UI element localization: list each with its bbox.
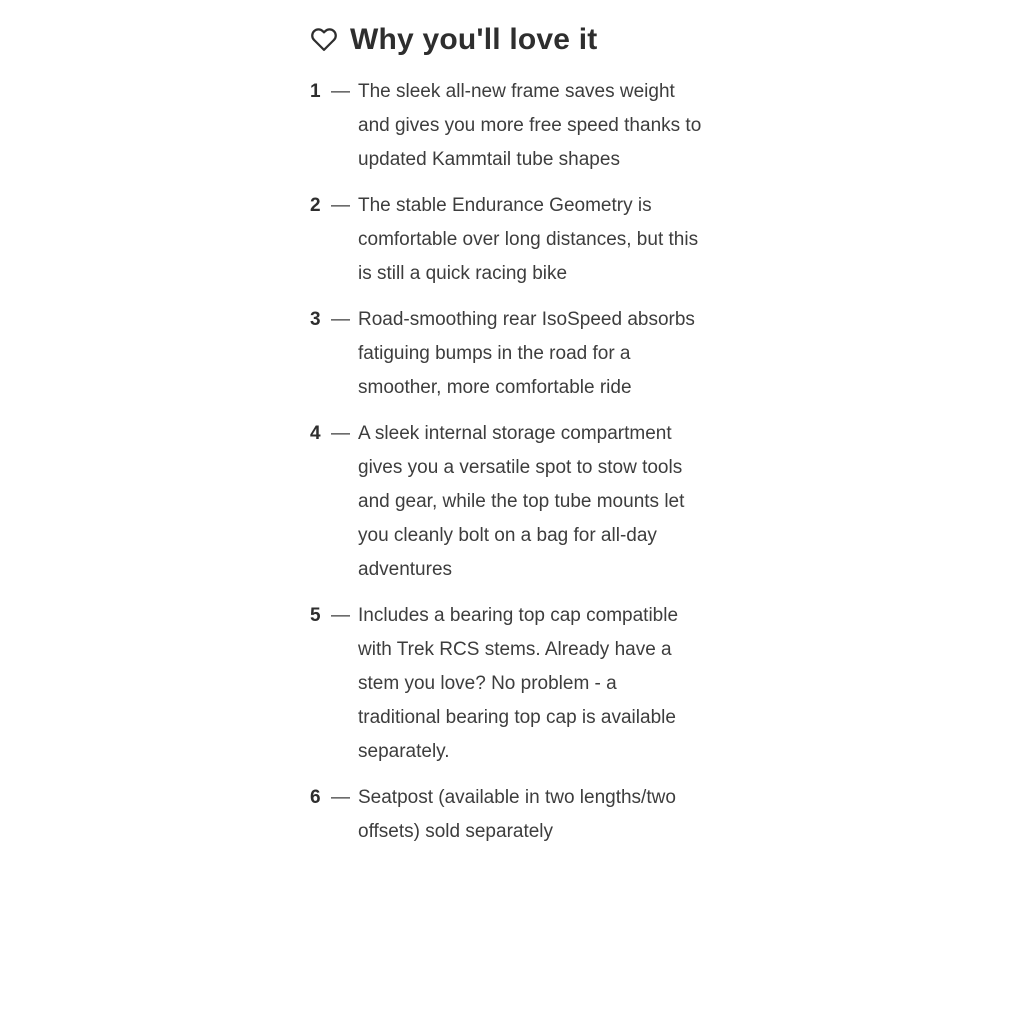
- feature-item: [310, 781, 704, 849]
- dash-separator: —: [331, 309, 350, 330]
- section-heading: [310, 21, 704, 58]
- feature-number: 3: [310, 309, 321, 330]
- why-youll-love-it-section: [310, 0, 704, 849]
- dash-separator: —: [331, 423, 350, 444]
- heart-icon: [310, 26, 338, 53]
- dash-separator: —: [331, 195, 350, 216]
- feature-text: The sleek all-new frame saves weight and gives you more free speed thanks to updated Kammtail tube shapes: [358, 81, 702, 170]
- feature-text: A sleek internal storage compartment gives you a versatile spot to stow tools and gear, while the top tube mounts let you cleanly bolt on a bag for all-day adventures: [358, 423, 685, 580]
- feature-number: 5: [310, 605, 321, 626]
- feature-number: 4: [310, 423, 321, 444]
- feature-text: The stable Endurance Geometry is comfortable over long distances, but this is still a quick racing bike: [358, 195, 699, 284]
- feature-item: [310, 75, 704, 177]
- feature-number: 6: [310, 787, 321, 808]
- dash-separator: —: [331, 81, 350, 102]
- feature-text: Road-smoothing rear IsoSpeed absorbs fatiguing bumps in the road for a smoother, more comfortable ride: [358, 309, 695, 398]
- feature-number: 1: [310, 81, 321, 102]
- feature-number: 2: [310, 195, 321, 216]
- feature-item: [310, 599, 704, 769]
- feature-text: Seatpost (available in two lengths/two offsets) sold separately: [358, 787, 676, 842]
- feature-list: [310, 75, 704, 849]
- section-title: Why you'll love it: [350, 23, 598, 56]
- feature-text: Includes a bearing top cap compatible with Trek RCS stems. Already have a stem you love? No problem - a traditional bearing top cap is available separately.: [358, 605, 679, 762]
- dash-separator: —: [331, 605, 350, 626]
- feature-item: [310, 417, 704, 587]
- feature-item: [310, 303, 704, 405]
- feature-item: [310, 189, 704, 291]
- dash-separator: —: [331, 787, 350, 808]
